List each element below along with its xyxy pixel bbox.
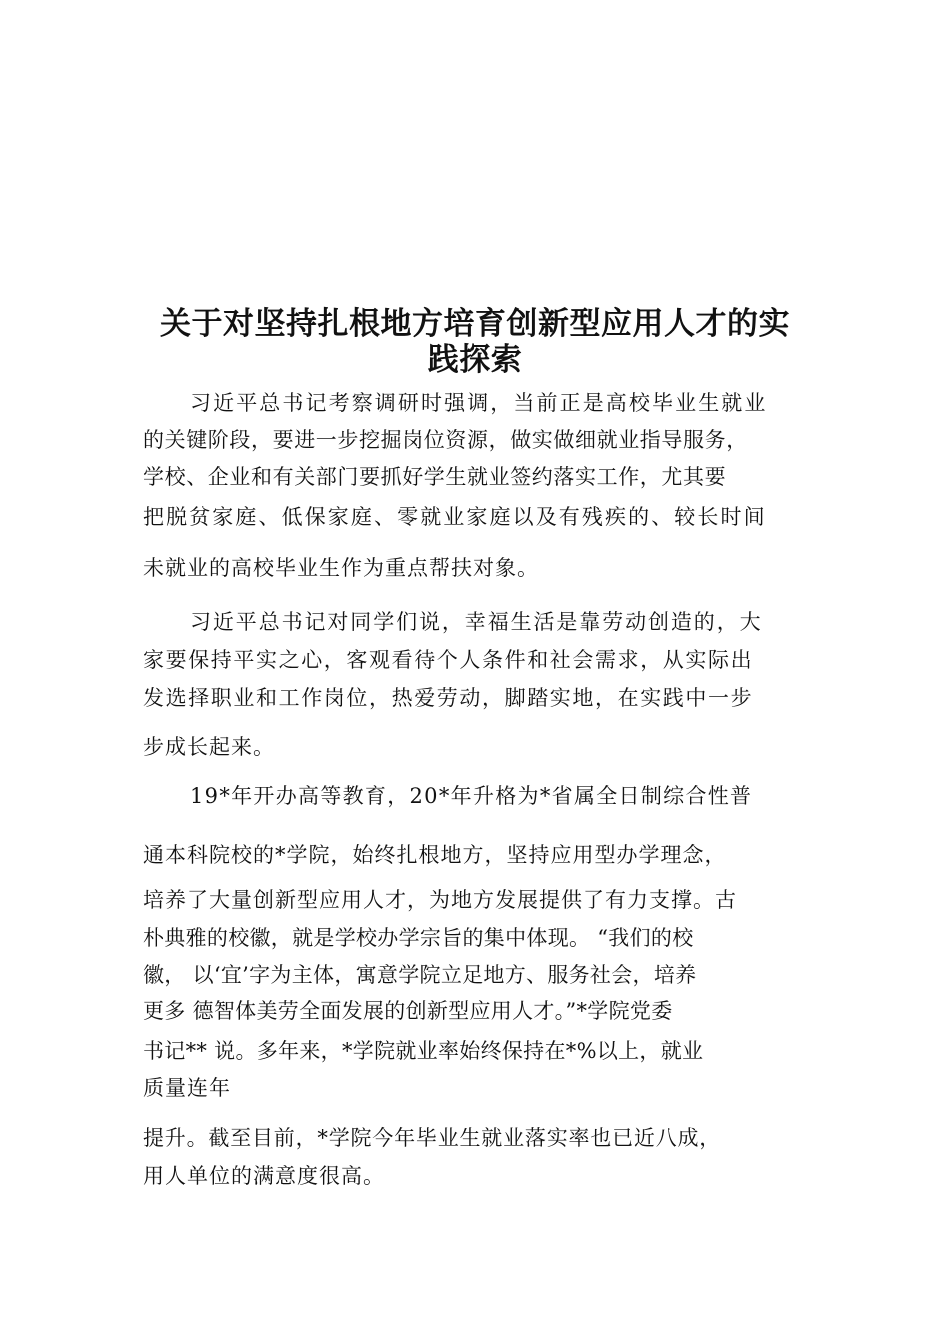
body-line: 通本科院校的*学院，始终扎根地方，坚持应用型办学理念，	[143, 843, 727, 867]
body-line: 未就业的高校毕业生作为重点帮扶对象。	[143, 556, 539, 580]
body-line: 19*年开办高等教育，20*年升格为*省属全日制综合性普	[190, 784, 753, 808]
body-line: 习近平总书记对同学们说，幸福生活是靠劳动创造的，大	[190, 610, 763, 634]
body-line: 的关键阶段，要进一步挖掘岗位资源，做实做细就业指导服务，	[143, 428, 748, 452]
document-title-line-2: 践探索	[427, 342, 523, 378]
body-line: 更多 德智体美劳全面发展的创新型应用人才。”*学院党委	[143, 999, 673, 1023]
body-line: 步成长起来。	[143, 735, 275, 759]
body-line: 把脱贫家庭、低保家庭、零就业家庭以及有残疾的、较长时间	[143, 505, 767, 529]
body-line: 培养了大量创新型应用人才，为地方发展提供了有力支撑。古	[143, 888, 737, 912]
body-line: 用人单位的满意度很高。	[143, 1164, 385, 1188]
body-line: 习近平总书记考察调研时强调，当前正是高校毕业生就业	[190, 391, 768, 415]
body-line: 书记** 说。多年来，*学院就业率始终保持在*%以上，就业	[143, 1039, 704, 1063]
body-line: 家要保持平实之心，客观看待个人条件和社会需求，从实际出	[143, 648, 754, 672]
body-line: 提升。截至目前，*学院今年毕业生就业落实率也已近八成，	[143, 1126, 722, 1150]
body-line: 发选择职业和工作岗位，热爱劳动，脚踏实地，在实践中一步	[143, 686, 754, 710]
body-line: 徽， 以‘宜’字为主体，寓意学院立足地方、服务社会，培养	[143, 963, 697, 987]
body-line: 学校、企业和有关部门要抓好学生就业签约落实工作，尤其要	[143, 465, 727, 489]
body-line: 质量连年	[143, 1076, 231, 1100]
document-title-line-1: 关于对坚持扎根地方培育创新型应用人才的实	[160, 306, 790, 342]
body-line: 朴典雅的校徽，就是学校办学宗旨的集中体现。 “我们的校	[143, 926, 694, 950]
